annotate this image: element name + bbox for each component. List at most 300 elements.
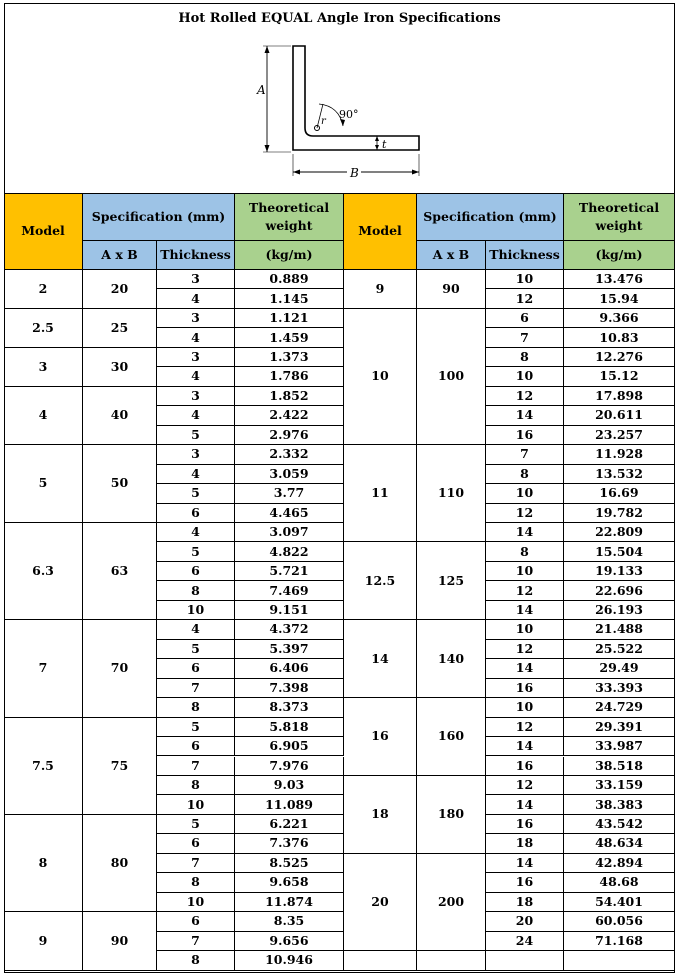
right-thickness-cell-text: 16 (515, 757, 534, 773)
right-thickness-cell (486, 465, 564, 484)
left-model-cell-text: 2.5 (32, 319, 54, 335)
left-thickness-cell-text: 4 (191, 524, 200, 540)
left-thickness-header (157, 241, 235, 270)
left-thickness-cell (157, 834, 235, 853)
right-weight-cell-text: 23.257 (595, 426, 643, 442)
right-model-cell (344, 854, 417, 951)
left-thickness-cell-text: 6 (191, 738, 200, 754)
left-weight-cell (235, 951, 344, 970)
left-weight-cell-text: 7.398 (269, 679, 309, 695)
right-weight-cell (564, 387, 675, 406)
right-weight-cell-text: 54.401 (595, 893, 643, 909)
left-thickness-cell (157, 465, 235, 484)
right-thickness-cell (486, 893, 564, 912)
right-thickness-cell-text: 14 (515, 407, 534, 423)
right-thickness-cell (486, 776, 564, 795)
left-axb-cell (83, 718, 157, 815)
left-weight-unit (235, 241, 344, 270)
right-thickness-cell (486, 581, 564, 600)
left-model-cell (4, 309, 83, 348)
right-weight-cell (564, 737, 675, 756)
right-thickness-cell-text: 10 (515, 368, 534, 384)
left-weight-cell (235, 757, 344, 776)
right-weight-cell-text: 24.729 (595, 699, 643, 715)
left-thickness-cell-text: 8 (191, 582, 200, 598)
left-weight-cell (235, 873, 344, 892)
left-thickness-cell (157, 932, 235, 951)
left-thickness-cell (157, 640, 235, 659)
left-thickness-cell (157, 504, 235, 523)
right-thickness-cell-text: 16 (515, 874, 534, 890)
right-weight-cell-text: 19.133 (595, 563, 643, 579)
right-weight-cell (564, 893, 675, 912)
right-axb-cell (417, 445, 486, 542)
left-axb-cell (83, 348, 157, 387)
right-weight-cell-text: 10.83 (599, 329, 639, 345)
right-weight-cell-text: 11.928 (595, 446, 643, 462)
left-axb-cell (83, 270, 157, 309)
left-thickness-cell (157, 854, 235, 873)
left-thickness-cell-text: 8 (191, 699, 200, 715)
right-weight-cell-text: 48.634 (595, 835, 643, 851)
left-weight-cell (235, 795, 344, 814)
left-model-cell (4, 270, 83, 309)
left-axb-cell-text: 25 (110, 319, 129, 335)
left-axb-cell (83, 815, 157, 912)
right-weight-cell (564, 795, 675, 814)
left-thickness-cell (157, 426, 235, 445)
right-thickness-cell-text: 14 (515, 601, 534, 617)
right-thickness-cell (486, 523, 564, 542)
right-thickness-cell-text: 14 (515, 796, 534, 812)
right-thickness-cell-text: 12 (515, 387, 534, 403)
left-weight-cell-text: 4.372 (269, 621, 309, 637)
left-weight-cell (235, 348, 344, 367)
left-weight-cell-text: 3.097 (269, 524, 309, 540)
right-weight-cell-text: 12.276 (595, 348, 643, 364)
left-thickness-cell (157, 484, 235, 503)
right-model-cell (344, 309, 417, 445)
left-weight-cell-text: 4.465 (269, 504, 309, 520)
right-weight-cell (564, 581, 675, 600)
left-model-cell-text: 8 (38, 854, 48, 870)
right-weight-cell (564, 873, 675, 892)
right-thickness-cell-text: 24 (515, 932, 534, 948)
right-weight-cell (564, 328, 675, 347)
right-model-cell-text: 11 (371, 485, 389, 501)
right-weight-cell (564, 679, 675, 698)
right-axb-cell (417, 620, 486, 698)
right-weight-cell (564, 640, 675, 659)
right-thickness-cell (486, 426, 564, 445)
right-thickness-cell-text: 18 (515, 835, 534, 851)
left-thickness-cell-text: 8 (191, 777, 200, 793)
left-weight-cell-text: 5.818 (269, 718, 309, 734)
left-weight-cell (235, 426, 344, 445)
left-weight-cell (235, 640, 344, 659)
left-thickness-cell (157, 289, 235, 308)
left-thickness-cell (157, 601, 235, 620)
right-weight-cell-text: 38.383 (595, 796, 643, 812)
right-weight-cell-text: 33.393 (595, 679, 643, 695)
left-weight-cell-text: 9.658 (269, 874, 309, 890)
dimension-b-label: B (350, 166, 359, 180)
empty-cell (417, 951, 486, 970)
right-weight-cell-text: 29.49 (599, 660, 639, 676)
right-thickness-cell-text: 7 (520, 329, 529, 345)
left-axb-cell (83, 523, 157, 620)
right-thickness-cell-text: 12 (515, 290, 534, 306)
left-axb-cell-text: 80 (110, 854, 129, 870)
right-weight-cell (564, 504, 675, 523)
right-weight-cell (564, 757, 675, 776)
left-weight-cell-text: 1.459 (269, 329, 309, 345)
left-thickness-cell (157, 387, 235, 406)
right-spec-header (417, 194, 564, 241)
right-weight-cell (564, 484, 675, 503)
right-weight-cell-text: 22.696 (595, 582, 643, 598)
right-weight-cell (564, 348, 675, 367)
left-thickness-cell-text: 3 (191, 348, 200, 364)
right-thickness-cell (486, 757, 564, 776)
right-thickness-cell-text: 10 (515, 271, 534, 287)
right-model-cell-text: 18 (371, 806, 389, 822)
left-weight-cell (235, 776, 344, 795)
left-weight-cell-text: 2.422 (269, 407, 309, 423)
left-thickness-cell (157, 815, 235, 834)
right-thickness-cell-text: 10 (515, 621, 534, 637)
left-weight-cell (235, 912, 344, 931)
left-weight-cell-text: 1.145 (269, 290, 309, 306)
left-thickness-cell (157, 542, 235, 561)
right-weight-unit-text: (kg/m) (595, 246, 643, 262)
left-model-cell (4, 523, 83, 620)
right-thickness-cell (486, 289, 564, 308)
left-weight-cell (235, 737, 344, 756)
right-weight-header-weight-line2: weight (595, 218, 643, 233)
right-weight-cell-text: 43.542 (595, 816, 643, 832)
right-thickness-cell (486, 815, 564, 834)
right-axb-cell-text: 110 (437, 485, 465, 501)
left-weight-cell-text: 11.874 (265, 893, 313, 909)
right-thickness-cell-text: 16 (515, 816, 534, 832)
right-thickness-cell (486, 873, 564, 892)
left-weight-cell (235, 893, 344, 912)
right-weight-cell (564, 601, 675, 620)
left-thickness-cell (157, 718, 235, 737)
left-thickness-cell (157, 406, 235, 425)
right-axb-cell (417, 542, 486, 620)
right-thickness-cell-text: 8 (520, 465, 529, 481)
left-thickness-cell (157, 873, 235, 892)
left-model-cell-text: 7 (38, 660, 48, 676)
right-weight-cell (564, 854, 675, 873)
left-model-cell-text: 3 (38, 358, 48, 374)
right-model-cell-text: 12.5 (364, 572, 396, 588)
left-axb-cell-text: 20 (110, 280, 129, 296)
right-weight-cell-text: 21.488 (595, 621, 643, 637)
left-model-cell (4, 387, 83, 445)
left-weight-cell (235, 542, 344, 561)
left-weight-cell-text: 7.376 (269, 835, 309, 851)
left-thickness-cell-text: 4 (191, 368, 200, 384)
page-title: Hot Rolled EQUAL Angle Iron Specifications (178, 11, 501, 26)
right-thickness-cell-text: 6 (520, 310, 529, 326)
right-axb-header-text: A x B (432, 246, 470, 262)
empty-cell (486, 951, 564, 970)
right-weight-cell-text: 25.522 (595, 640, 643, 656)
left-thickness-cell-text: 5 (191, 426, 200, 442)
left-thickness-cell-text: 6 (191, 913, 200, 929)
left-thickness-cell-text: 7 (191, 932, 200, 948)
left-weight-cell (235, 718, 344, 737)
left-weight-cell (235, 504, 344, 523)
left-weight-cell (235, 815, 344, 834)
left-weight-cell-text: 7.469 (269, 582, 309, 598)
right-thickness-cell (486, 912, 564, 931)
right-weight-cell (564, 367, 675, 386)
right-axb-cell-text: 180 (437, 806, 465, 822)
left-weight-cell (235, 698, 344, 717)
right-model-cell (344, 270, 417, 309)
right-model-cell-text: 10 (371, 368, 389, 384)
right-weight-cell-text: 71.168 (595, 932, 643, 948)
right-axb-cell-text: 200 (437, 893, 465, 909)
left-weight-cell-text: 5.397 (269, 640, 309, 656)
left-weight-cell (235, 367, 344, 386)
angle-profile-shape (293, 46, 419, 150)
right-thickness-cell (486, 620, 564, 639)
left-thickness-cell (157, 270, 235, 289)
left-weight-cell-text: 5.721 (269, 563, 309, 579)
right-thickness-cell (486, 328, 564, 347)
right-axb-cell-text: 90 (442, 280, 460, 296)
left-thickness-cell (157, 523, 235, 542)
right-thickness-cell (486, 504, 564, 523)
right-weight-cell-text: 22.809 (595, 524, 643, 540)
left-axb-cell-text: 30 (110, 358, 129, 374)
left-thickness-cell (157, 581, 235, 600)
right-thickness-cell-text: 14 (515, 660, 534, 676)
right-weight-cell-text: 17.898 (595, 387, 643, 403)
left-weight-cell-text: 6.221 (269, 816, 309, 832)
right-weight-unit (564, 241, 675, 270)
right-thickness-cell-text: 8 (520, 348, 529, 364)
left-weight-cell-text: 7.976 (269, 757, 309, 773)
right-thickness-cell-text: 20 (515, 913, 534, 929)
left-weight-cell (235, 406, 344, 425)
right-model-cell-text: 16 (371, 728, 389, 744)
left-weight-cell-text: 9.656 (269, 932, 309, 948)
left-spec-header-text: Specification (mm) (91, 208, 226, 224)
left-weight-cell-text: 1.786 (269, 368, 309, 384)
left-model-cell-text: 7.5 (32, 757, 54, 773)
left-thickness-cell-text: 8 (191, 874, 200, 890)
left-weight-cell (235, 309, 344, 328)
left-thickness-cell-text: 7 (191, 679, 200, 695)
left-axb-cell (83, 445, 157, 523)
left-thickness-header-text: Thickness (160, 246, 231, 262)
left-thickness-cell (157, 776, 235, 795)
left-weight-cell-text: 1.852 (269, 387, 309, 403)
left-thickness-cell-text: 10 (186, 893, 205, 909)
right-weight-cell (564, 523, 675, 542)
right-model-cell-text: 20 (371, 893, 389, 909)
right-weight-cell-text: 9.366 (599, 310, 639, 326)
left-thickness-cell (157, 367, 235, 386)
left-weight-cell (235, 834, 344, 853)
right-thickness-cell (486, 932, 564, 951)
left-thickness-cell-text: 8 (191, 952, 200, 968)
left-weight-unit-text: (kg/m) (265, 246, 313, 262)
right-weight-cell-text: 15.12 (599, 368, 639, 384)
left-thickness-cell (157, 698, 235, 717)
right-thickness-cell-text: 14 (515, 524, 534, 540)
left-weight-header-weight-line2: weight (265, 218, 313, 233)
left-model-cell (4, 348, 83, 387)
right-weight-cell-text: 15.94 (599, 290, 639, 306)
left-thickness-cell-text: 4 (191, 407, 200, 423)
left-weight-cell (235, 328, 344, 347)
right-model-header-text: Model (358, 223, 402, 239)
right-axb-cell-text: 100 (437, 368, 465, 384)
left-thickness-cell-text: 5 (191, 485, 200, 501)
left-thickness-cell-text: 5 (191, 640, 200, 656)
right-weight-cell (564, 406, 675, 425)
right-weight-cell (564, 270, 675, 289)
right-model-cell (344, 445, 417, 542)
right-thickness-cell-text: 12 (515, 718, 534, 734)
left-axb-cell-text: 50 (110, 475, 129, 491)
left-model-cell-text: 5 (38, 475, 48, 491)
left-weight-cell-text: 9.151 (269, 601, 309, 617)
right-model-cell-text: 9 (375, 280, 385, 296)
left-weight-cell (235, 562, 344, 581)
right-weight-cell-text: 29.391 (595, 718, 643, 734)
left-axb-cell-text: 63 (110, 563, 129, 579)
left-thickness-cell-text: 3 (191, 446, 200, 462)
left-thickness-cell-text: 5 (191, 543, 200, 559)
left-weight-cell-text: 10.946 (265, 952, 313, 968)
left-weight-cell (235, 854, 344, 873)
right-weight-cell-text: 60.056 (595, 913, 643, 929)
left-weight-cell (235, 484, 344, 503)
right-axb-cell (417, 776, 486, 854)
left-weight-header (235, 194, 344, 241)
right-weight-cell (564, 445, 675, 464)
right-thickness-header-text: Thickness (489, 246, 560, 262)
right-weight-cell-text: 42.894 (595, 854, 643, 870)
right-thickness-cell (486, 367, 564, 386)
left-weight-header-weight-line1: Theoretical (248, 199, 330, 215)
left-model-header (4, 194, 83, 270)
right-thickness-header (486, 241, 564, 270)
right-axb-header (417, 241, 486, 270)
right-thickness-cell-text: 12 (515, 504, 534, 520)
left-thickness-cell-text: 10 (186, 601, 205, 617)
left-thickness-cell (157, 737, 235, 756)
left-model-cell (4, 815, 83, 912)
left-thickness-cell-text: 7 (191, 757, 200, 773)
left-weight-cell (235, 270, 344, 289)
right-weight-cell (564, 932, 675, 951)
left-weight-cell-text: 1.373 (269, 348, 309, 364)
right-weight-cell (564, 659, 675, 678)
right-model-cell (344, 698, 417, 776)
left-thickness-cell (157, 562, 235, 581)
right-thickness-cell (486, 601, 564, 620)
left-weight-cell-text: 11.089 (265, 796, 313, 812)
left-thickness-cell-text: 6 (191, 504, 200, 520)
right-weight-header (564, 194, 675, 241)
right-thickness-cell (486, 562, 564, 581)
left-model-cell-text: 9 (38, 932, 48, 948)
left-weight-cell-text: 8.525 (269, 854, 309, 870)
right-thickness-cell-text: 10 (515, 485, 534, 501)
right-thickness-cell-text: 10 (515, 699, 534, 715)
left-thickness-cell (157, 679, 235, 698)
left-thickness-cell-text: 3 (191, 387, 200, 403)
left-thickness-cell-text: 4 (191, 621, 200, 637)
left-weight-cell-text: 6.905 (269, 738, 309, 754)
right-thickness-cell (486, 348, 564, 367)
left-axb-cell (83, 912, 157, 970)
left-weight-cell-text: 0.889 (269, 271, 309, 287)
radius-label: r (321, 116, 326, 127)
left-axb-cell (83, 620, 157, 717)
right-axb-cell-text: 160 (437, 728, 465, 744)
left-model-cell (4, 912, 83, 970)
right-weight-cell (564, 620, 675, 639)
right-thickness-cell (486, 659, 564, 678)
left-model-cell-text: 6.3 (32, 563, 54, 579)
right-model-cell-text: 14 (371, 650, 389, 666)
right-weight-cell-text: 13.476 (595, 271, 643, 287)
right-thickness-cell (486, 445, 564, 464)
right-weight-cell (564, 815, 675, 834)
right-thickness-cell-text: 7 (520, 446, 529, 462)
left-weight-cell (235, 523, 344, 542)
right-thickness-cell-text: 16 (515, 426, 534, 442)
left-thickness-cell-text: 4 (191, 329, 200, 345)
right-thickness-cell (486, 854, 564, 873)
right-thickness-cell-text: 12 (515, 777, 534, 793)
left-thickness-cell-text: 3 (191, 310, 200, 326)
right-weight-cell-text: 20.611 (595, 407, 643, 423)
right-weight-cell-text: 19.782 (595, 504, 643, 520)
left-thickness-cell (157, 445, 235, 464)
right-thickness-cell (486, 484, 564, 503)
left-weight-cell (235, 581, 344, 600)
left-thickness-cell (157, 757, 235, 776)
left-axb-header-text: A x B (101, 246, 138, 262)
right-thickness-cell (486, 698, 564, 717)
left-model-header-text: Model (21, 223, 65, 239)
left-weight-cell (235, 445, 344, 464)
right-weight-cell (564, 776, 675, 795)
right-axb-cell (417, 698, 486, 776)
left-model-cell (4, 445, 83, 523)
right-thickness-cell-text: 12 (515, 640, 534, 656)
right-thickness-cell (486, 309, 564, 328)
right-thickness-cell (486, 834, 564, 853)
right-weight-header-weight-line1: Theoretical (578, 199, 660, 215)
right-axb-cell (417, 309, 486, 445)
right-weight-cell (564, 465, 675, 484)
left-thickness-cell-text: 7 (191, 854, 200, 870)
left-thickness-cell (157, 348, 235, 367)
dimension-a-label: A (257, 83, 266, 97)
